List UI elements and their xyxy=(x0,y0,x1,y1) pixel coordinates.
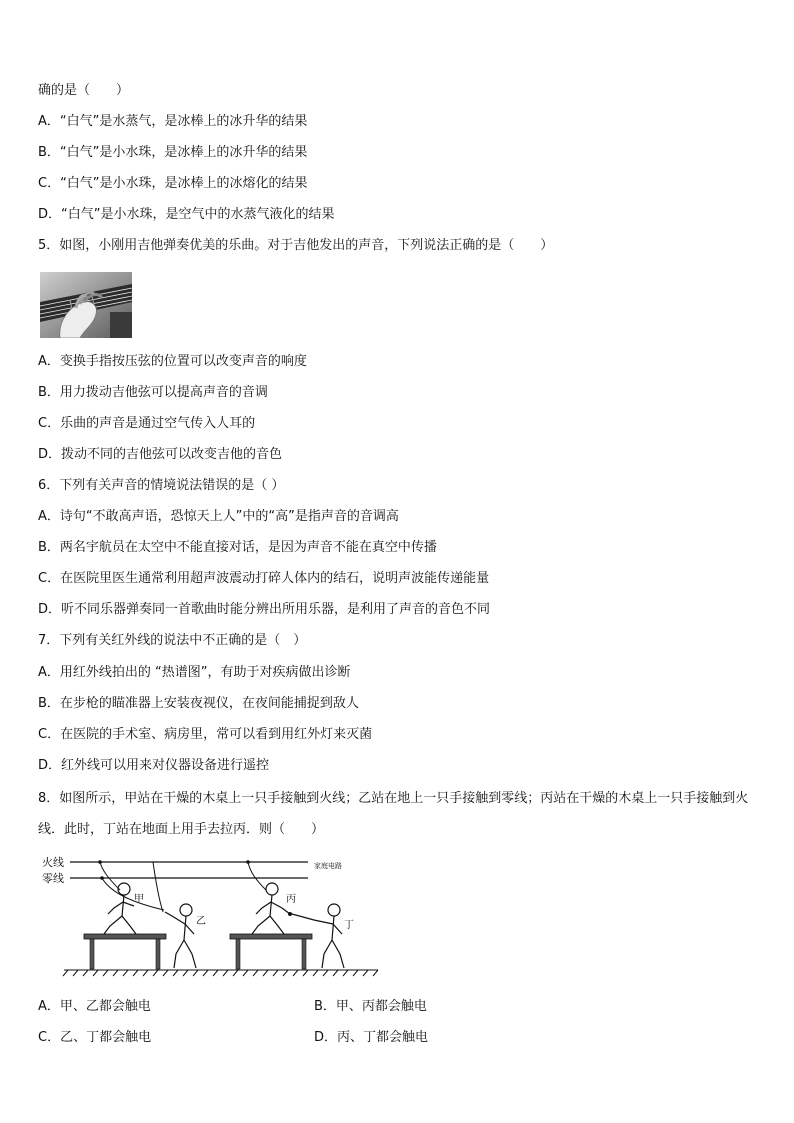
label-yi: 乙 xyxy=(196,916,206,927)
q5-option-b: B．用力拨动吉他弦可以提高声音的音调 xyxy=(38,385,268,400)
q4-option-c: C．“白气”是小水珠，是冰棒上的冰熔化的结果 xyxy=(38,176,308,191)
q8-option-c: C．乙、丁都会触电 xyxy=(38,1030,152,1045)
circuit-diagram xyxy=(38,852,382,980)
q8-option-a: A．甲、乙都会触电 xyxy=(38,999,151,1014)
wire-to-bing xyxy=(248,862,266,890)
q7-option-a: A．用红外线拍出的 “热谱图”，有助于对疾病做出诊断 xyxy=(38,665,351,680)
q7-option-b: B．在步枪的瞄准器上安装夜视仪，在夜间能捕捉到敌人 xyxy=(38,696,359,711)
q6-option-d: D．听不同乐器弹奏同一首歌曲时能分辨出所用乐器，是利用了声音的音色不同 xyxy=(38,602,491,617)
neutral-wire-label: 零线 xyxy=(42,872,64,885)
q8-option-b: B．甲、丙都会触电 xyxy=(314,999,427,1014)
q7-option-d: D．红外线可以用来对仪器设备进行遥控 xyxy=(38,758,270,773)
q5-option-d: D．拨动不同的吉他弦可以改变吉他的音色 xyxy=(38,447,283,462)
contact-point xyxy=(288,912,292,916)
label-jia: 甲 xyxy=(134,894,144,905)
q5-stem: 5．如图，小刚用吉他弹奏优美的乐曲。对于吉他发出的声音，下列说法正确的是（ ） xyxy=(38,238,554,253)
q6-option-c: C．在医院里医生通常利用超声波震动打碎人体内的结石，说明声波能传递能量 xyxy=(38,571,490,586)
ground xyxy=(63,970,378,976)
q6-option-a: A．诗句“不敢高声语，恐惊天上人”中的“高”是指声音的音调高 xyxy=(38,509,399,524)
q6-option-b: B．两名宇航员在太空中不能直接对话，是因为声音不能在真空中传播 xyxy=(38,540,437,555)
q5-option-a: A．变换手指按压弦的位置可以改变声音的响度 xyxy=(38,354,307,369)
table-right xyxy=(230,934,312,969)
guitar-photo xyxy=(40,272,132,338)
q4-stem-end: 确的是（ ） xyxy=(38,83,130,98)
label-ding: 丁 xyxy=(344,920,354,931)
circuit-label: 家庭电路 xyxy=(314,862,342,870)
q6-stem: 6．下列有关声音的情境说法错误的是（ ） xyxy=(38,478,285,493)
person-bing xyxy=(252,883,290,934)
table-left xyxy=(84,934,166,969)
person-yi xyxy=(165,904,196,968)
q8-stem: 8．如图所示，甲站在干燥的木桌上一只手接触到火线；乙站在地上一只手接触到零线；丙站在干燥的木桌上一只手接触到火线．此时，丁站在地面上用手去拉丙．则（ ） xyxy=(38,791,749,837)
q4-option-d: D．“白气”是小水珠，是空气中的水蒸气液化的结果 xyxy=(38,207,335,222)
label-bing: 丙 xyxy=(286,894,296,905)
live-wire-label: 火线 xyxy=(42,856,64,869)
q4-option-b: B．“白气”是小水珠，是冰棒上的冰升华的结果 xyxy=(38,145,308,160)
wire-to-jia xyxy=(100,862,120,890)
q8-option-d: D．丙、丁都会触电 xyxy=(314,1030,429,1045)
person-jia xyxy=(104,883,136,934)
q7-option-c: C．在医院的手术室、病房里，常可以看到用红外灯来灭菌 xyxy=(38,727,373,742)
q5-option-c: C．乐曲的声音是通过空气传入人耳的 xyxy=(38,416,256,431)
q7-stem: 7．下列有关红外线的说法中不正确的是（ ） xyxy=(38,633,307,648)
wire-drop xyxy=(153,862,163,912)
q4-option-a: A．“白气”是水蒸气，是冰棒上的冰升华的结果 xyxy=(38,114,308,129)
